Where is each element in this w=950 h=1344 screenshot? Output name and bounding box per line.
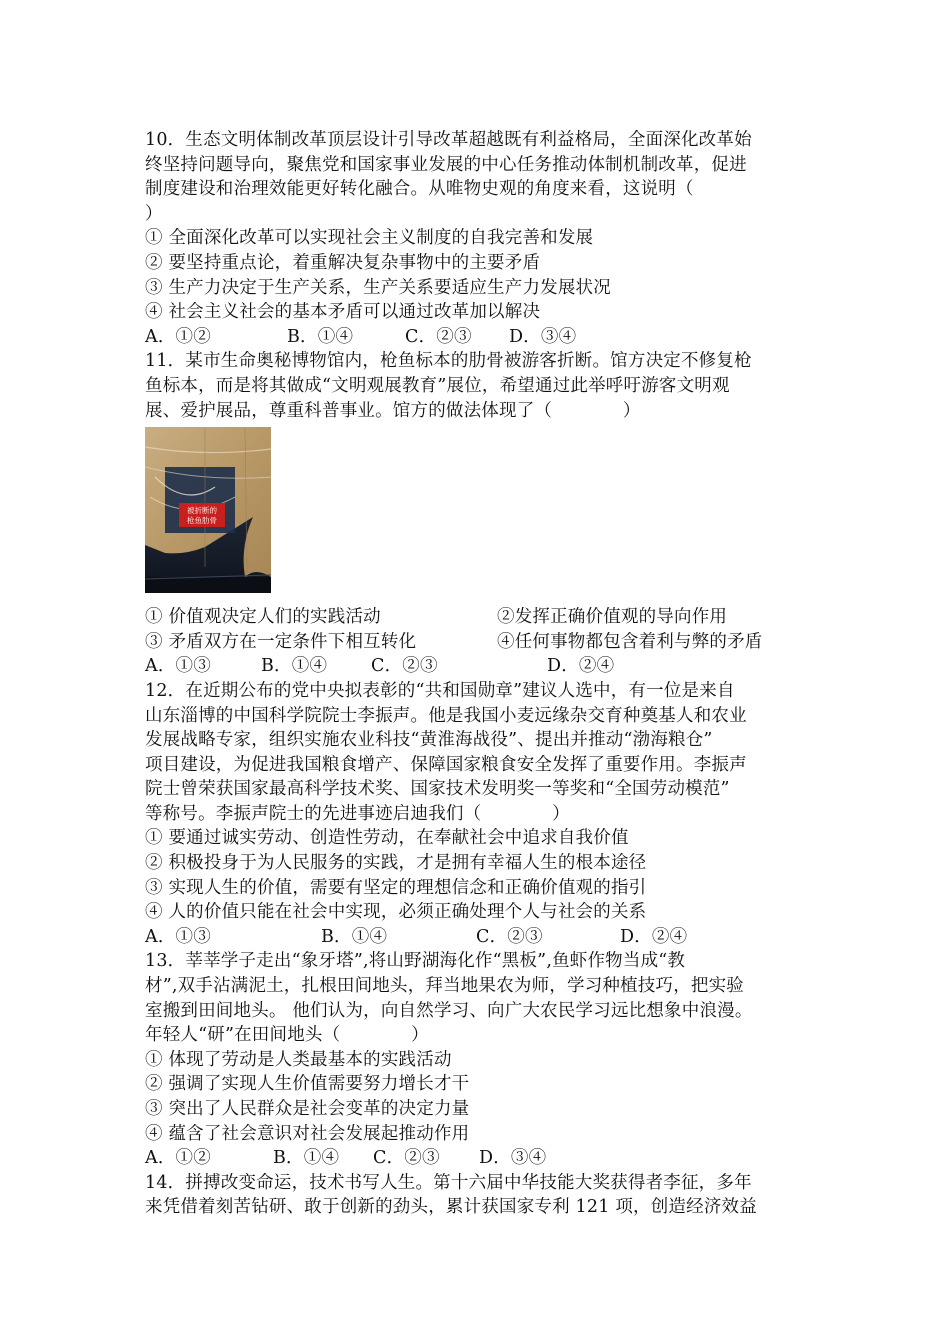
q10-stem-line: 制度建设和治理效能更好转化融合。从唯物史观的角度来看，这说明（ [145, 179, 694, 200]
q12-option: ③ 实现人生的价值，需要有坚定的理想信念和正确价值观的指引 [145, 877, 647, 898]
q11-option: ① 价值观决定人们的实践活动 [145, 607, 381, 628]
q10-option: ③ 生产力决定于生产关系，生产关系要适应生产力发展状况 [145, 277, 611, 298]
q11-option: ③ 矛盾双方在一定条件下相互转化 [145, 631, 417, 652]
q10-answer-choices [145, 325, 805, 350]
q10-option: ② 要坚持重点论，着重解决复杂事物中的主要矛盾 [145, 252, 541, 273]
question-list [145, 128, 805, 1220]
q11-answer-choices [145, 654, 805, 679]
answer-a: A．①③ [145, 926, 211, 947]
q10-stem-line: 终坚持问题导向，聚焦党和国家事业发展的中心任务推动体制机制改革，促进 [145, 154, 747, 175]
answer-b: B．①④ [273, 1148, 340, 1169]
q11-option: ④任何事物都包含着利与弊的矛盾 [497, 631, 763, 652]
answer-a: A．①③ [145, 656, 211, 677]
q13-option: ② 强调了实现人生价值需要努力增长才干 [145, 1074, 470, 1095]
q11-stem-line: 鱼标本，而是将其做成“文明观展教育”展位，希望通过此举呼吁游客文明观 [145, 375, 730, 396]
answer-d: D．③④ [479, 1148, 547, 1169]
q11-stem-line: 展、爱护展品，尊重科普事业。馆方的做法体现了（ ） [145, 400, 641, 421]
q10-stem-line: ） [145, 203, 163, 224]
answer-d: D．②④ [547, 656, 615, 677]
q13-stem-line: 材”,双手沾满泥土，扎根田间地头，拜当地果农为师，学习种植技巧，把实验 [145, 976, 745, 997]
q12-stem-line: 山东淄博的中国科学院院士李振声。他是我国小麦远缘杂交育种奠基人和农业 [145, 705, 747, 726]
q12-stem-line: 项目建设，为促进我国粮食增产、保障国家粮食安全发挥了重要作用。李振声 [145, 754, 747, 775]
answer-b: B．①④ [321, 926, 388, 947]
q12-option: ① 要通过诚实劳动、创造性劳动，在奉献社会中追求自我价值 [145, 828, 629, 849]
q13-stem-line: 室搬到田间地头。 他们认为，向自然学习、向广大农民学习远比想象中浪漫。 [145, 1000, 753, 1021]
marlin-specimen-photo [145, 427, 271, 593]
answer-c: C．②③ [371, 656, 438, 677]
question-14 [145, 1171, 805, 1220]
q11-stem-line: 11．某市生命奥秘博物馆内，枪鱼标本的肋骨被游客折断。馆方决定不修复枪 [145, 351, 752, 372]
question-13 [145, 949, 805, 1170]
photo-sign-line: 被折断的 [187, 506, 217, 516]
answer-b: B．①④ [287, 326, 354, 347]
q12-answer-choices [145, 925, 805, 950]
q14-stem-line: 来凭借着刻苦钻研、敢于创新的劲头，累计获国家专利 121 项，创造经济效益 [145, 1197, 757, 1218]
q10-option: ④ 社会主义社会的基本矛盾可以通过改革加以解决 [145, 302, 541, 323]
q13-stem-line: 年轻人“研”在田间地头（ ） [145, 1025, 429, 1046]
q12-stem-line: 12．在近期公布的党中央拟表彰的“共和国勋章”建议人选中，有一位是来自 [145, 680, 735, 701]
q12-stem-line: 等称号。李振声院士的先进事迹启迪我们（ ） [145, 803, 570, 824]
q13-option: ④ 蕴含了社会意识对社会发展起推动作用 [145, 1123, 470, 1144]
q13-option: ③ 突出了人民群众是社会变革的决定力量 [145, 1099, 470, 1119]
answer-d: D．②④ [620, 926, 688, 947]
question-10 [145, 128, 805, 349]
q13-option: ① 体现了劳动是人类最基本的实践活动 [145, 1049, 452, 1070]
question-11 [145, 349, 805, 679]
question-12 [145, 679, 805, 950]
q10-option: ① 全面深化改革可以实现社会主义制度的自我完善和发展 [145, 228, 594, 249]
q13-stem-line: 13．莘莘学子走出“象牙塔”,将山野湖海化作“黑板”,鱼虾作物当成“教 [145, 951, 686, 972]
q12-stem-line: 院士曾荣获国家最高科学技术奖、国家技术发明奖一等奖和“全国劳动模范” [145, 779, 730, 800]
q13-answer-choices [145, 1146, 805, 1171]
q12-option: ④ 人的价值只能在社会中实现，必须正确处理个人与社会的关系 [145, 902, 647, 923]
answer-a: A．①② [145, 326, 211, 347]
q10-stem-line: 10．生态文明体制改革顶层设计引导改革超越既有利益格局，全面深化改革始 [145, 130, 752, 150]
answer-c: C．②③ [373, 1148, 440, 1169]
answer-c: C．②③ [405, 326, 472, 347]
q14-stem-line: 14．拼搏改变命运，技术书写人生。第十六届中华技能大奖获得者李征，多年 [145, 1172, 752, 1193]
q12-option: ② 积极投身于为人民服务的实践，才是拥有幸福人生的根本途径 [145, 853, 647, 874]
answer-c: C．②③ [476, 926, 543, 947]
q11-option-row [145, 605, 805, 630]
photo-sign-line: 枪鱼肋骨 [187, 516, 217, 526]
answer-d: D．③④ [509, 326, 577, 347]
q12-stem-line: 发展战略专家，组织实施农业科技“黄淮海战役”、提出并推动“渤海粮仓” [145, 730, 713, 751]
answer-a: A．①② [145, 1148, 211, 1169]
q11-option: ②发挥正确价值观的导向作用 [497, 607, 728, 628]
answer-b: B．①④ [261, 656, 328, 677]
q11-option-row [145, 630, 805, 655]
